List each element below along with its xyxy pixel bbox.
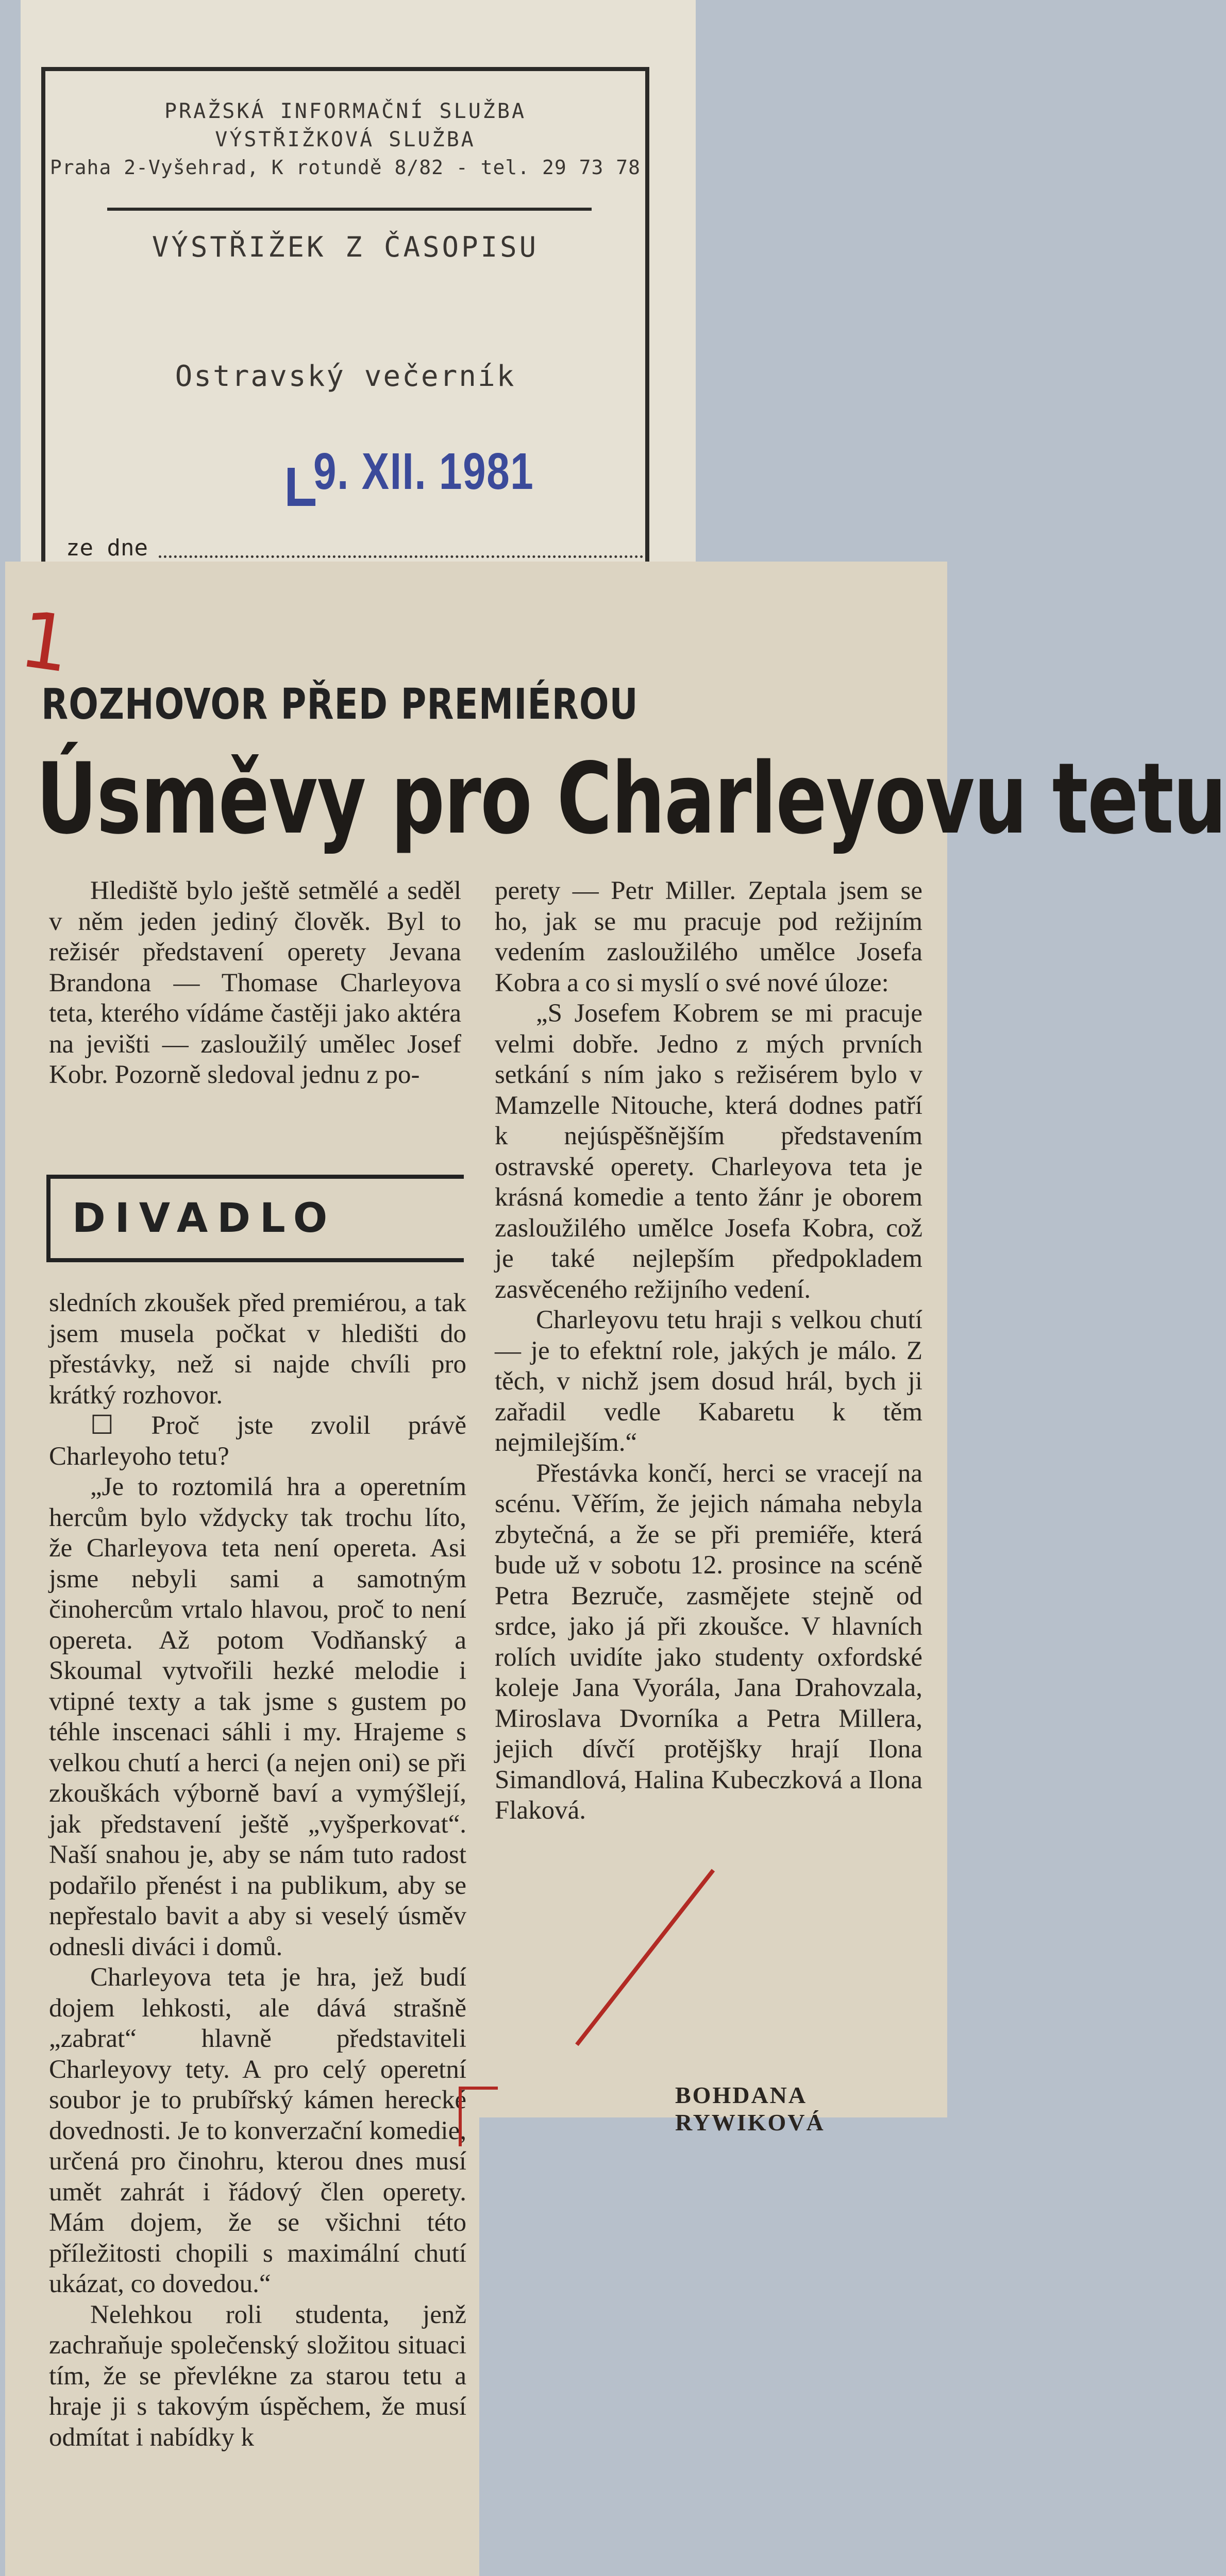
paragraph: Přestávka končí, herci se vracejí na scénu. Věřím, že jejich námaha nebyla zbytečná, a že se při premiéře, která bude už v sobotu 12. prosince na scéně Petra Bezruče, zasmějete stejně od srdce, jako já při zkoušce. V hlavních rolích uvidíte jako studenty oxfordské koleje Jana Vyorála, Jana Drahovzala, Miroslava Dvorníka a Petra Millera, jejich dívčí protějšky hrají Ilona Simandlová, Halina Kubeczková a Ilona Flaková.: [495, 1459, 922, 1825]
article-column-1-top: [49, 876, 461, 1091]
paragraph: perety — Petr Miller. Zeptala jsem se ho, jak se mu pracuje pod režijním vedením zasloužilého umělce Josefa Kobra a co si myslí o své nové úloze:: [495, 876, 922, 997]
article-rubric: ROZHOVOR PŘED PREMIÉROU: [41, 680, 639, 729]
stamp-source: Ostravský večerník: [175, 360, 516, 393]
stamp-address: Praha 2-Vyšehrad, K rotundě 8/82 - tel. 29 73 78: [49, 156, 641, 179]
stamp-title: VÝSTŘIŽEK Z ČASOPISU: [152, 231, 539, 263]
stamp-frame: [41, 67, 649, 562]
stamp-divider: [107, 208, 592, 211]
date-dotted-line: [159, 555, 643, 558]
stamp-service: VÝSTŘIŽKOVÁ SLUŽBA: [215, 128, 476, 151]
paragraph: „Je to roztomilá hra a operetním hercům bylo vždycky tak trochu líto, že Charleyova teta není opereta. Asi jsme nebyli sami a samotným činohercům vrtalo hlavou, proč to není opereta. Až potom Vodňanský a Skoumal vytvořili hezké melodie i vtipné texty a tak jsme s gustem po téhle inscenaci sáhli i my. Hrajeme s velkou chutí a herci (a nejen oni) se při zkouškách výborně baví a vymýšlejí, jak představení ještě „vyšperkovat“. Naší snahou je, aby se nám tuto radost podařilo přenést i na publikum, aby se nepřestalo bavit a aby si veselý úsměv odnesli diváci i domů.: [49, 1472, 466, 1961]
quote-paragraph: „S Josefem Kobrem se mi pracuje velmi dobře. Jedno z mých prvních setkání s ním jako s režisérem bylo v Mamzelle Nitouche, která dodnes patří k nejúspěšnějším představením ostravské operety. Charleyova teta je krásná komedie a tento žánr je oborem zasloužilého umělce Josefa Kobra, což je také nejlepším předpokladem zasvěceného režijního vedení.: [495, 999, 922, 1304]
article-headline: Úsměvy pro Charleyovu tetu: [36, 742, 1226, 856]
paragraph: Charleyova teta je hra, jež budí dojem lehkosti, ale dává strašně „zabrat“ hlavně představiteli Charleyovy tety. A pro celý operetní soubor je to prubířský kámen herecké dovednosti. Je to konverzační komedie, určená pro činohru, kterou dnes musí umět zahrát i řádový člen operety. Mám dojem, že se všichni této příležitosti chopili s maximální chutí ukázat, co dovedou.“: [49, 1963, 466, 2298]
section-label: DIVADLO: [72, 1195, 337, 1242]
date-stamp-bracket: [288, 468, 315, 506]
interview-question: ☐ Proč jste zvolil právě Charleyoho tetu?: [49, 1411, 466, 1471]
lead-paragraph: Hlediště bylo ještě setmělé a seděl v něm jeden jediný člověk. Byl to režisér představení operety Jevana Brandona — Thomase Charleyova teta, kterého vídáme častěji jako aktéra na jevišti — zasloužilý umělec Josef Kobr. Pozorně sledoval jednu z po-: [49, 876, 461, 1089]
paragraph: Nelehkou roli studenta, jenž zachraňuje společenský složitou situaci tím, že se převlékne za starou tetu a hraje ji s takovým úspěchem, že musí odmítat i nabídky k: [49, 2300, 466, 2452]
article-column-1: [49, 1288, 466, 2453]
date-label: ze dne: [66, 535, 148, 561]
background-gap: [479, 2117, 947, 2576]
paragraph: Charleyovu tetu hraji s velkou chutí — je to efektní role, jakých je málo. Z těch, v nichž jsem dosud hrál, bych ji zařadil vedle Kabaretu k těm nejmilejším.“: [495, 1306, 922, 1457]
author-byline: BOHDANA RYWIKOVÁ: [675, 2082, 825, 2136]
date-stamp: 9. XII. 1981: [313, 443, 534, 500]
red-pencil-corner: [459, 2087, 498, 2146]
clipping-service-slip: [21, 0, 696, 562]
stamp-organization: PRAŽSKÁ INFORMAČNÍ SLUŽBA: [164, 99, 527, 123]
handwritten-number: 1: [14, 595, 76, 690]
article-column-2: [495, 876, 922, 1826]
paragraph: sledních zkoušek před premiérou, a tak jsem musela počkat v hledišti do přestávky, než si najde chvíli pro krátký rozhovor.: [49, 1289, 466, 1410]
